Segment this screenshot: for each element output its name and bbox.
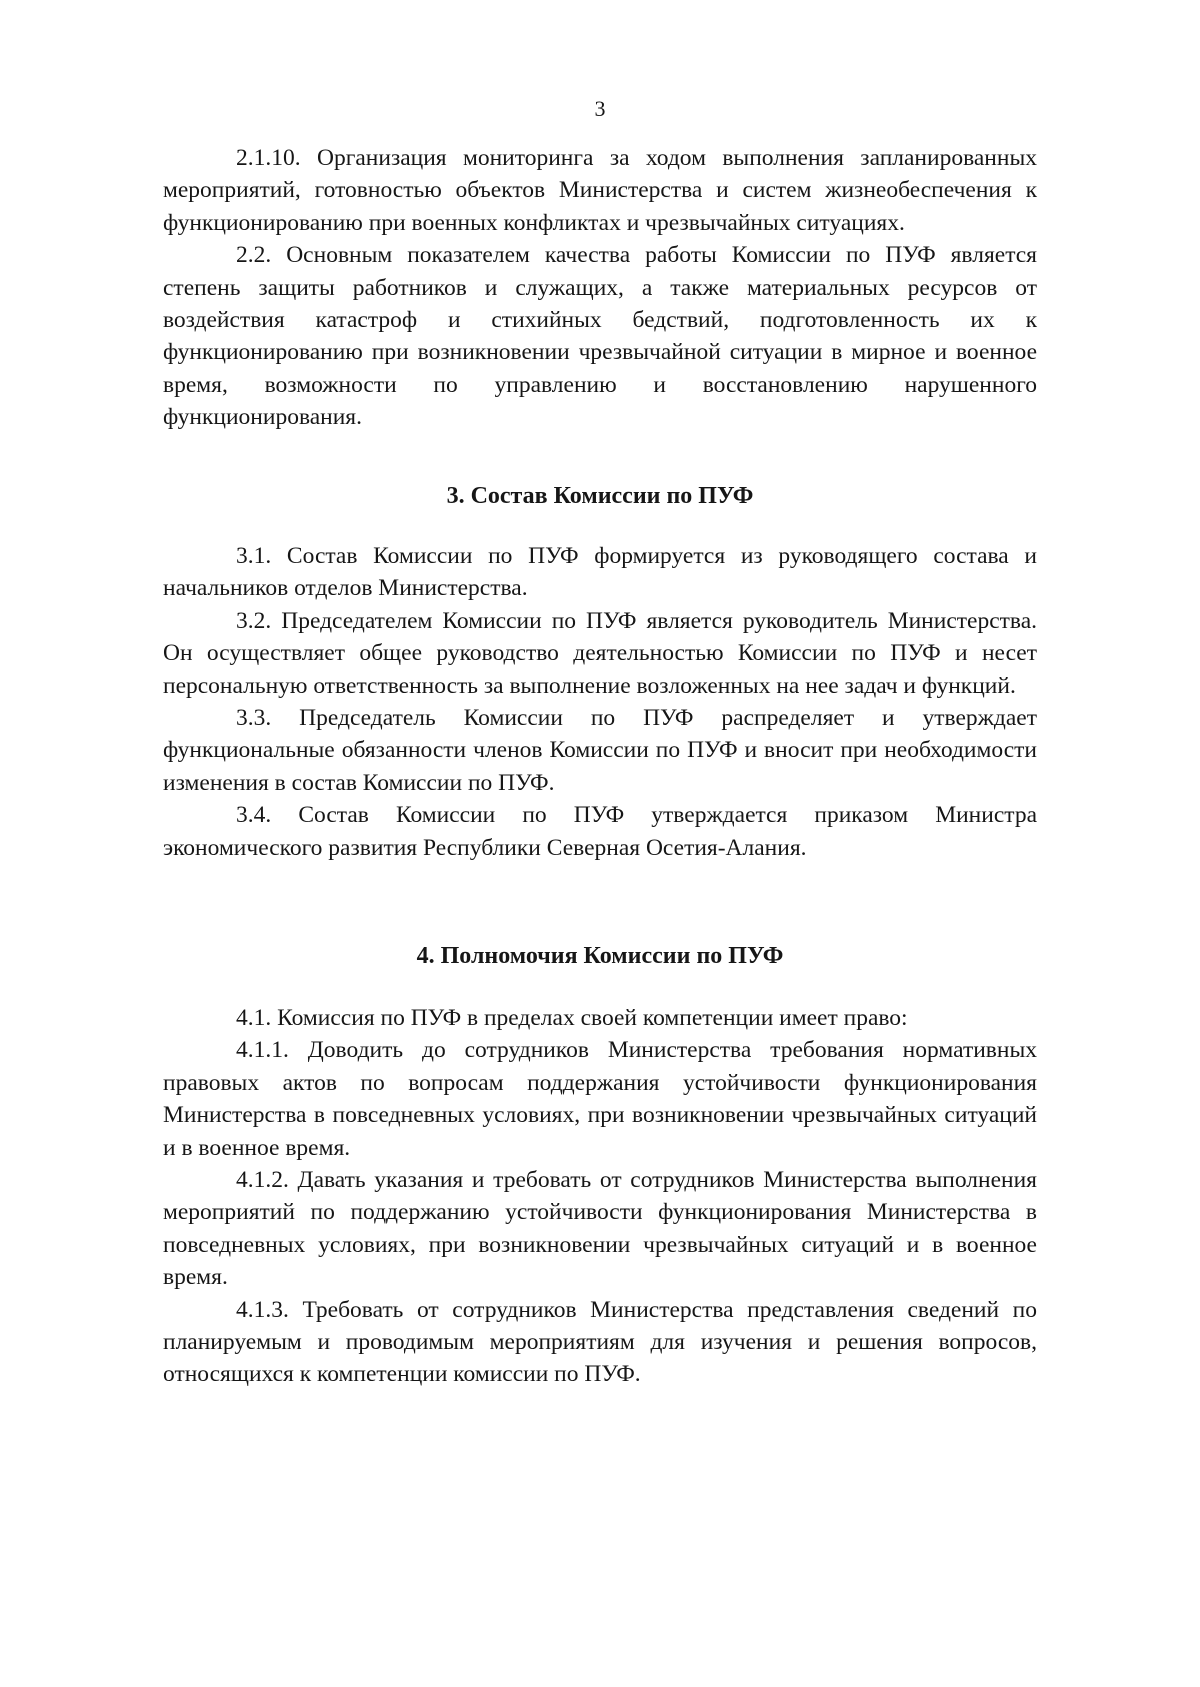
paragraph-4-1-3: 4.1.3. Требовать от сотрудников Министерства представления сведений по планируемым и проводимым мероприятиям для изучения и решения вопросов, относящихся к компетенции комиссии по ПУФ.	[163, 1296, 1037, 1388]
paragraph-3-2: 3.2. Председателем Комиссии по ПУФ является руководитель Министерства. Он осуществляет общее руководство деятельностью Комиссии по ПУФ и несет персональную ответственность за выполнение возложенных на нее задач и функций.	[163, 607, 1037, 699]
paragraph-3-4: 3.4. Состав Комиссии по ПУФ утверждается приказом Министра экономического развития Республики Северная Осетия-Алания.	[163, 802, 1037, 861]
section-3-heading: 3. Состав Комиссии по ПУФ	[446, 483, 754, 509]
page-number: 3	[594, 96, 606, 121]
paragraph-4-1-2: 4.1.2. Давать указания и требовать от сотрудников Министерства выполнения мероприятий по поддержанию устойчивости функционирования Министерства в повседневных условиях, при возникновении чрезвычайных ситуаций и в военное время.	[163, 1167, 1037, 1291]
section-4-heading: 4. Полномочия Комиссии по ПУФ	[416, 943, 784, 969]
section-3-body	[163, 540, 1037, 864]
paragraph-3-3: 3.3. Председатель Комиссии по ПУФ распределяет и утверждает функциональные обязанности членов Комиссии по ПУФ и вносит при необходимости изменения в состав Комиссии по ПУФ.	[163, 705, 1037, 796]
section-2-continuation	[163, 142, 1037, 434]
paragraph-3-1: 3.1. Состав Комиссии по ПУФ формируется из руководящего состава и начальников отделов Министерства.	[163, 543, 1037, 602]
paragraph-2-1-10: 2.1.10. Организация мониторинга за ходом выполнения запланированных мероприятий, готовностью объектов Министерства и систем жизнеобеспечения к функционированию при военных конфликтах и чрезвычайных ситуациях.	[163, 145, 1037, 236]
paragraph-4-1: 4.1. Комиссия по ПУФ в пределах своей компетенции имеет право:	[236, 1005, 908, 1031]
paragraph-2-2: 2.2. Основным показателем качества работы Комиссии по ПУФ является степень защиты работников и служащих, а также материальных ресурсов от воздействия катастроф и стихийных бедствий, подготовленность их к функционированию при возникновении чрезвычайной ситуации в мирное и военное время, возможности по управлению и восстановлению нарушенного функционирования.	[163, 242, 1037, 431]
section-4-body	[163, 1002, 1037, 1391]
paragraph-4-1-1: 4.1.1. Доводить до сотрудников Министерства требования нормативных правовых актов по вопросам поддержания устойчивости функционирования Министерства в повседневных условиях, при возникновении чрезвычайных ситуаций и в военное время.	[163, 1037, 1037, 1161]
